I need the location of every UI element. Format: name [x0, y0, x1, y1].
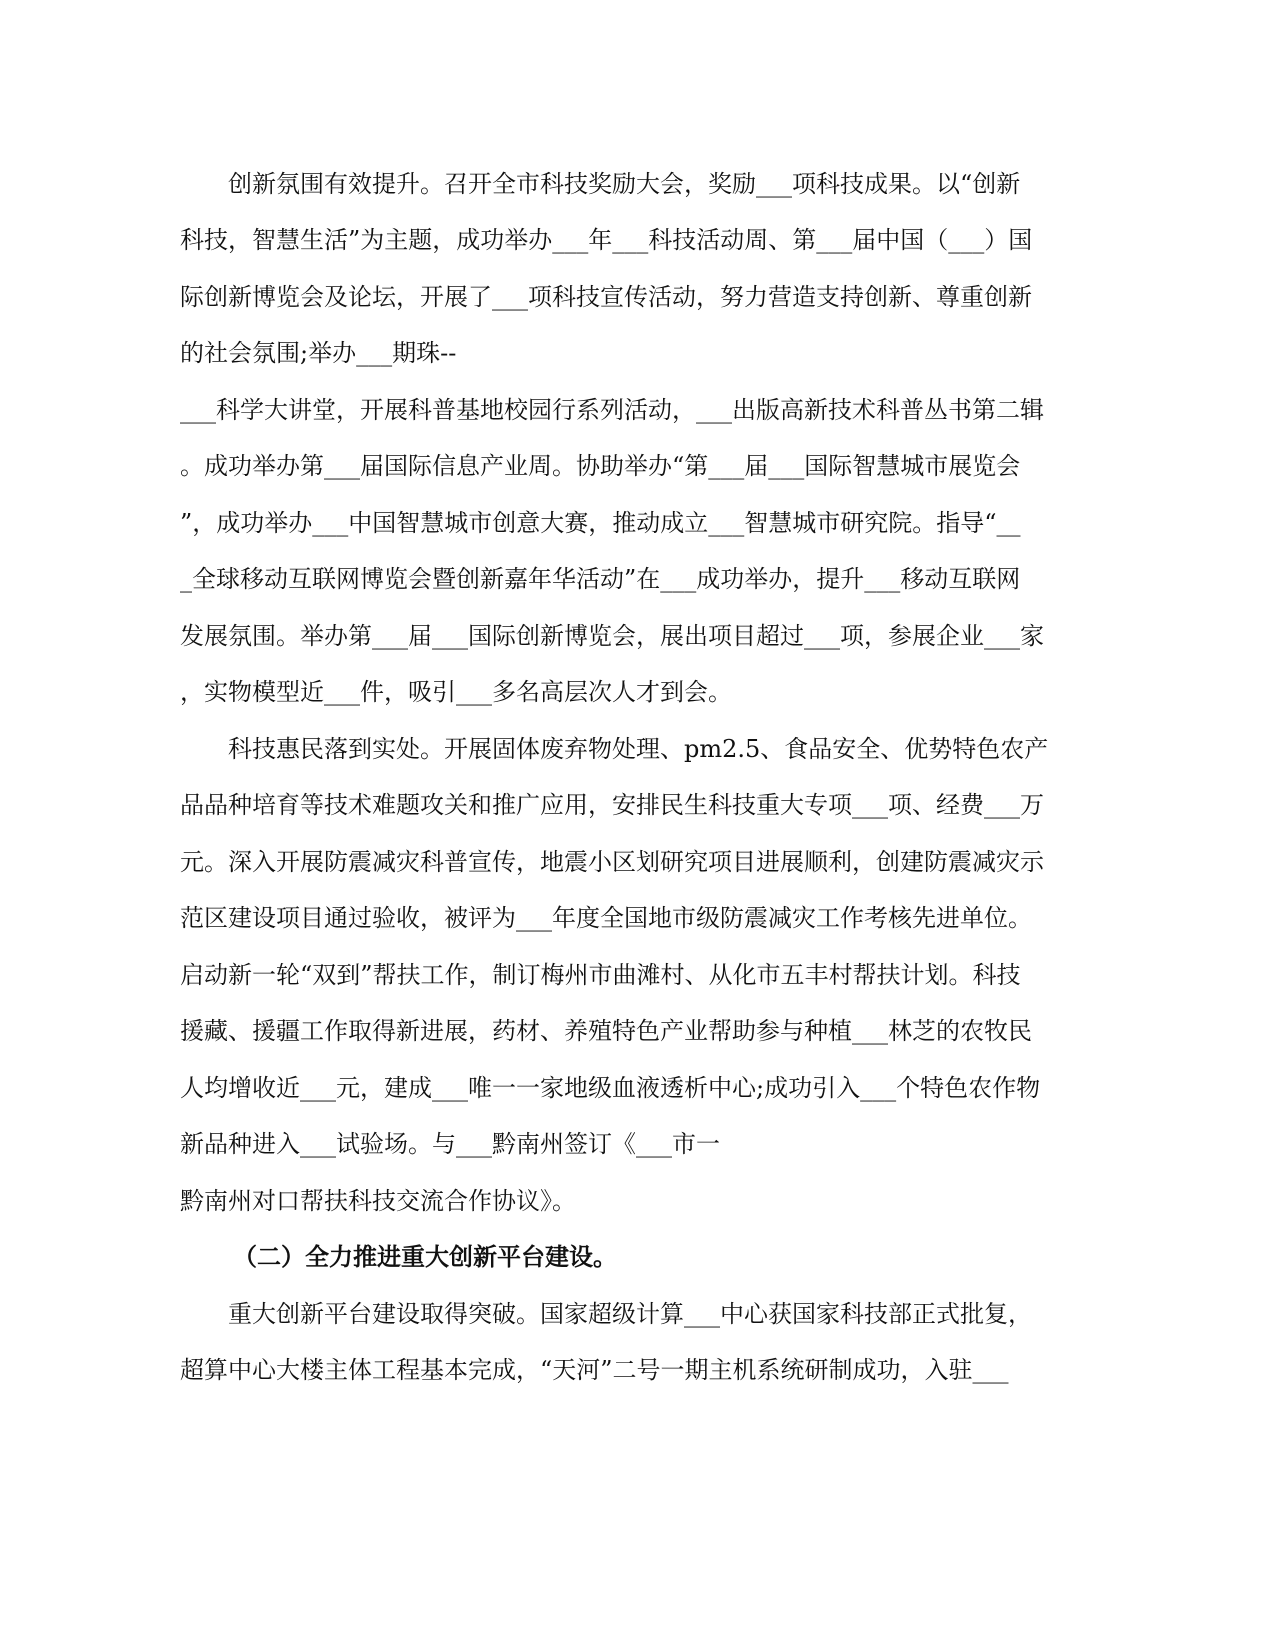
paragraph-line: 元。深入开展防震减灾科普宣传，地震小区划研究项目进展顺利，创建防震减灾示	[180, 848, 1044, 876]
paragraph-line: 重大创新平台建设取得突破。国家超级计算___中心获国家科技部正式批复，	[228, 1300, 1032, 1328]
paragraph-line: 际创新博览会及论坛，开展了___项科技宣传活动，努力营造支持创新、尊重创新	[180, 283, 1032, 311]
paragraph-line: 超算中心大楼主体工程基本完成，“天河”二号一期主机系统研制成功，入驻___	[180, 1356, 1009, 1384]
section-heading: （二）全力推进重大创新平台建设。	[233, 1242, 617, 1271]
paragraph-line: 科技惠民落到实处。开展固体废弃物处理、pm2.5、食品安全、优势特色农产	[228, 735, 1049, 763]
paragraph-line: 发展氛围。举办第___届___国际创新博览会，展出项目超过___项，参展企业___家	[180, 622, 1044, 650]
paragraph-line: ，实物模型近___件，吸引___多名高层次人才到会。	[180, 678, 732, 706]
paragraph-line: _全球移动互联网博览会暨创新嘉年华活动”在___成功举办，提升___移动互联网	[180, 565, 1021, 593]
paragraph-line: ___科学大讲堂，开展科普基地校园行系列活动，___出版高新技术科普丛书第二辑	[180, 396, 1044, 424]
paragraph-line: 。成功举办第___届国际信息产业周。协助举办“第___届___国际智慧城市展览会	[180, 452, 1021, 480]
paragraph-line: ”，成功举办___中国智慧城市创意大赛，推动成立___智慧城市研究院。指导“__	[180, 509, 1021, 537]
paragraph-line: 品品种培育等技术难题攻关和推广应用，安排民生科技重大专项___项、经费___万	[180, 791, 1044, 819]
paragraph-line: 黔南州对口帮扶科技交流合作协议》。	[180, 1187, 576, 1215]
paragraph-line: 范区建设项目通过验收，被评为___年度全国地市级防震减灾工作考核先进单位。	[180, 904, 1032, 932]
paragraph-line: 创新氛围有效提升。召开全市科技奖励大会，奖励___项科技成果。以“创新	[228, 170, 1021, 198]
paragraph-line: 科技，智慧生活”为主题，成功举办___年___科技活动周、第___届中国（___）国	[180, 226, 1033, 254]
paragraph-line: 的社会氛围;举办___期珠--	[180, 339, 457, 367]
paragraph-line: 启动新一轮“双到”帮扶工作，制订梅州市曲滩村、从化市五丰村帮扶计划。科技	[180, 961, 1021, 989]
paragraph-line: 援藏、援疆工作取得新进展，药材、养殖特色产业帮助参与种植___林芝的农牧民	[180, 1017, 1032, 1045]
paragraph-line: 人均增收近___元，建成___唯一一家地级血液透析中心;成功引入___个特色农作物	[180, 1074, 1041, 1102]
paragraph-line: 新品种进入___试验场。与___黔南州签订《___市一	[180, 1130, 720, 1158]
